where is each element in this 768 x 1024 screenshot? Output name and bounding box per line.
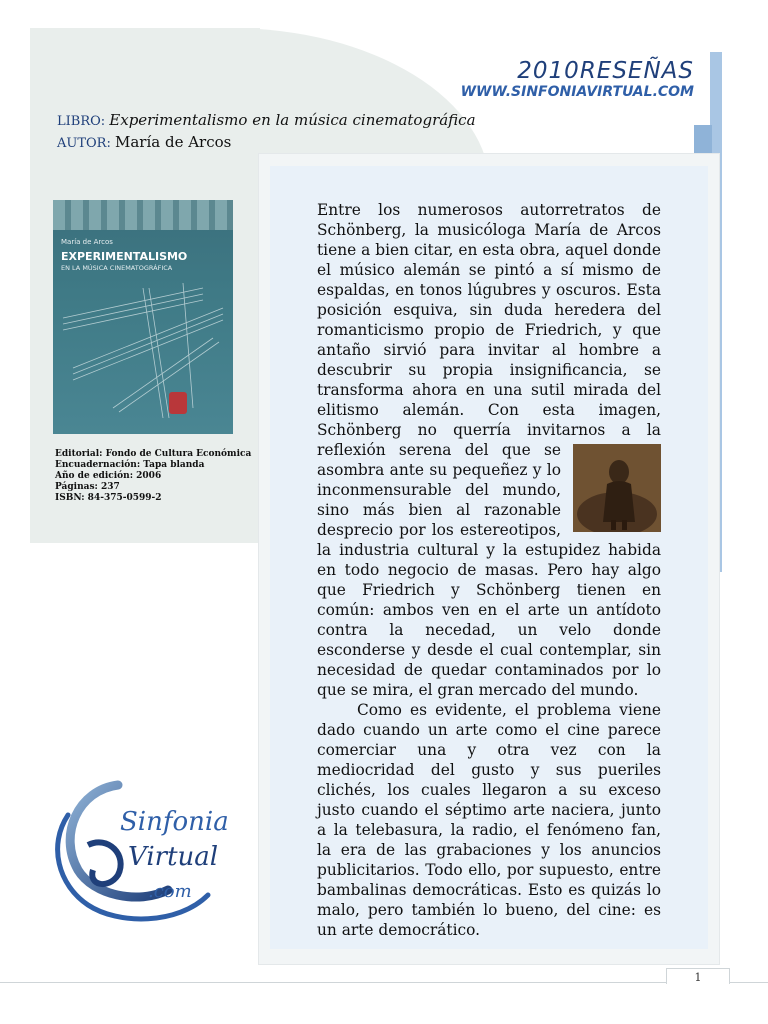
svg-text:Sinfonia: Sinfonia	[120, 807, 229, 837]
libro-value: Experimentalismo en la música cinematográfica	[109, 111, 476, 129]
article-paragraph-2: Como es evidente, el problema viene dado cuando un arte como el cine parece comerciar una y otra vez con la mediocridad del gusto y sus pueriles clichés, los cuales llegaron a su exceso justo cuando el séptimo arte naciera, junto a la telebasura, la radio, el fenómeno fan, la era de las grabaciones y los anuncios publicitarios. Todo ello, por supuesto, entre bambalinas democráticas. Esto es quizás lo malo, pero también lo bueno, del cine: es un arte democrático.	[317, 701, 661, 939]
book-cover-building	[53, 200, 233, 230]
book-cover-staff-lines	[53, 278, 233, 428]
article-paragraph-1	[317, 200, 661, 700]
detail-encuadernacion: Encuadernación: Tapa blanda	[55, 460, 205, 470]
book-cover-subtitle: EN LA MÚSICA CINEMATOGRÁFICA	[61, 264, 173, 272]
header-url: WWW.SINFONIAVIRTUAL.COM	[460, 84, 694, 100]
header-year: 2010	[517, 58, 580, 84]
painting-image	[573, 444, 661, 532]
publisher-seal-icon	[169, 392, 187, 414]
detail-ano: Año de edición: 2006	[55, 471, 162, 481]
article-body	[317, 200, 661, 940]
header-section: RESEÑAS	[579, 58, 694, 84]
article-paragraph-1a: Entre los numerosos autorretratos de Schönberg, la musicóloga María de Arcos tiene a bien citar, en esta obra, aquel donde el músico alemán se pintó a sí mismo de espaldas, en tonos lúgubres y oscuros. Esta posición esquiva, sin duda heredera del romanticismo propio de Friedrich, y que antaño sirvió para invitar al hombre a descubrir su propia insignificancia, se transforma ahora en una sutil mirada del elitismo alemán. Con esta imagen, Schönberg no querría invitarnos a la	[317, 201, 661, 439]
book-meta-libro: LIBRO: Experimentalismo en la música cinematográfica	[57, 111, 476, 129]
svg-text:Virtual: Virtual	[128, 842, 219, 872]
detail-paginas: Páginas: 237	[55, 482, 120, 492]
book-cover-author: María de Arcos	[61, 238, 113, 246]
book-cover-title: EXPERIMENTALISMO	[61, 250, 188, 263]
detail-isbn: ISBN: 84-375-0599-2	[55, 493, 162, 503]
article-paragraph-1b: reflexión serena del que se asombra ante su pequeñez y lo inconmensurable del mundo, sino más bien al razonable desprecio por los estereotipos, la industria cultural y la estupidez habida en todo negocio de masas. Pero hay algo que Friedrich y Schönberg tienen en común: ambos ven en el arte un antídoto contra la necedad, un velo donde esconderse y desde el cual contemplar, sin necesidad de quedar contaminados por lo que se mira, el gran mercado del mundo.	[317, 441, 661, 699]
book-details	[55, 449, 251, 504]
footer-line	[0, 982, 768, 983]
sinfonia-virtual-logo	[48, 775, 238, 934]
header-title	[517, 58, 694, 84]
autor-value: María de Arcos	[114, 133, 232, 151]
book-meta-autor: AUTOR: María de Arcos	[57, 133, 232, 151]
page-number: 1	[666, 968, 730, 984]
libro-label: LIBRO	[57, 114, 101, 129]
autor-label: AUTOR	[57, 136, 107, 151]
book-cover-image	[53, 200, 233, 434]
svg-text:.com: .com	[148, 881, 192, 902]
detail-editorial: Editorial: Fondo de Cultura Económica	[55, 449, 252, 459]
